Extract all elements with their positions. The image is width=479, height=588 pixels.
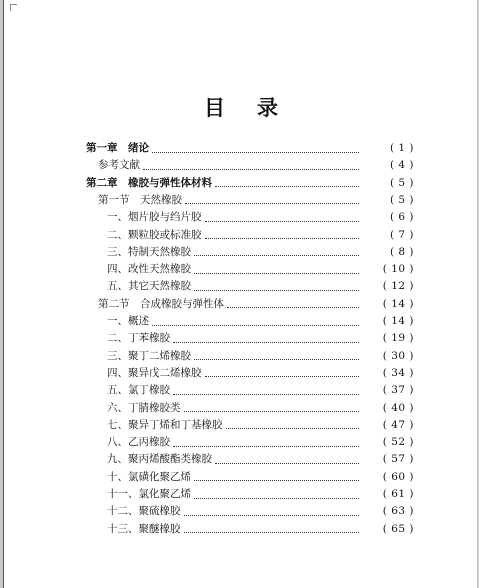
toc-entry-label: 三、聚丁二烯橡胶 [107,349,191,362]
toc-leader-dots [215,176,359,187]
toc-leader-dots [194,245,359,256]
toc-entry-page: ( 57 ) [382,453,414,466]
toc-entry [98,157,414,173]
toc-entry-label: 七、聚异丁烯和丁基橡胶 [107,418,223,431]
toc-leader-dots [194,488,359,499]
toc-entry [107,469,414,485]
toc-entry-page: ( 5 ) [389,193,414,206]
toc-entry-label: 六、丁腈橡胶类 [107,401,181,414]
toc-entry [98,192,414,208]
toc-entry-page: ( 40 ) [382,401,414,414]
toc-entry [107,382,414,398]
toc-entry-label: 一、概述 [107,315,149,327]
toc-entry [107,434,414,450]
toc-entry [107,400,414,416]
toc-leader-dots [173,332,359,343]
toc-leader-dots [143,159,359,170]
toc-leader-dots [205,211,360,222]
toc-entry-page: ( 60 ) [382,470,414,483]
toc-entry [107,227,414,243]
toc-leader-dots [152,142,359,153]
toc-entry-page: ( 37 ) [382,384,414,397]
toc-entry-label: 第二节 合成橡胶与弹性体 [98,297,224,310]
toc-entry-label: 十、氯磺化聚乙烯 [107,470,191,483]
toc-entry-label: 十一、氯化聚乙烯 [107,488,191,500]
toc-entry-label: 八、乙丙橡胶 [107,436,170,449]
toc-entry-page: ( 52 ) [382,436,414,449]
title-char: 目 [204,95,225,120]
toc-leader-dots [184,401,360,412]
toc-entry-label: 一、烟片胶与绉片胶 [107,211,202,224]
toc-entry-label: 四、聚异戊二烯橡胶 [107,366,202,379]
toc-leader-dots [184,505,360,516]
toc-leader-dots [226,418,360,429]
toc-leader-dots [227,297,359,308]
toc-entry [107,503,414,519]
title-char: 录 [257,95,278,120]
toc-leader-dots [194,470,359,481]
toc-leader-dots [215,453,359,464]
toc-entry [107,521,414,537]
toc-leader-dots [194,263,359,274]
toc-entry-page: ( 4 ) [389,159,414,172]
toc-entry-page: ( 5 ) [389,176,414,189]
toc-entry-page: ( 14 ) [382,315,414,327]
toc-entry [107,365,414,381]
toc-entry-label: 五、氯丁橡胶 [107,384,170,397]
toc-entry-label: 十二、聚硫橡胶 [107,505,181,518]
toc-leader-dots [184,522,360,533]
toc-entry-page: ( 7 ) [389,228,414,241]
toc-entry-page: ( 47 ) [382,418,414,431]
toc-leader-dots [194,349,359,360]
toc-entry [107,348,414,364]
toc-entry [98,296,414,312]
toc-entry-page: ( 30 ) [382,349,414,362]
toc-leader-dots [185,193,359,204]
toc-entry-page: ( 10 ) [382,263,414,276]
toc-entry-label: 五、其它天然橡胶 [107,280,191,293]
toc-entry-label: 第一章 绪论 [86,142,149,154]
page-title [4,92,478,122]
toc-entry [107,244,414,260]
toc-entry-label: 九、聚丙烯酸酯类橡胶 [107,453,212,466]
toc-entry-label: 第二章 橡胶与弹性体材料 [86,176,212,189]
toc-leader-dots [173,436,359,447]
toc-leader-dots [173,384,359,395]
toc-leader-dots [194,280,359,291]
toc-entry-page: ( 12 ) [382,280,414,293]
toc-entry-page: ( 14 ) [382,297,414,310]
toc-entry-label: 二、颗粒胶或标准胶 [107,228,202,241]
toc-entry [107,313,414,329]
toc-entry-page: ( 34 ) [382,366,414,379]
toc-entry-label: 三、特制天然橡胶 [107,245,191,258]
toc-entry-label: 参考文献 [98,159,140,172]
toc-entry-label: 二、丁苯橡胶 [107,332,170,345]
toc-leader-dots [205,366,360,377]
toc-entry-page: ( 8 ) [389,245,414,258]
toc-entry [86,175,414,191]
toc-entry-label: 十三、聚醚橡胶 [107,522,181,535]
document-page [3,0,477,588]
toc-entry [107,451,414,467]
toc-entry [107,486,414,502]
toc-entry-page: ( 6 ) [389,211,414,224]
toc-entry [86,140,414,156]
toc-leader-dots [152,315,359,326]
toc-entry-page: ( 1 ) [389,142,414,154]
toc-entry [107,209,414,225]
toc-entry-page: ( 19 ) [382,332,414,345]
toc-entry-page: ( 63 ) [382,505,414,518]
toc-entry [107,278,414,294]
toc-entry [107,261,414,277]
toc-entry-label: 四、改性天然橡胶 [107,263,191,276]
page-corner-mark [10,4,17,11]
toc-entry [107,417,414,433]
toc-leader-dots [205,228,360,239]
toc-entry-page: ( 61 ) [382,488,414,500]
toc-entry-page: ( 65 ) [382,522,414,535]
toc-entry [107,330,414,346]
toc-entry-label: 第一节 天然橡胶 [98,193,182,206]
